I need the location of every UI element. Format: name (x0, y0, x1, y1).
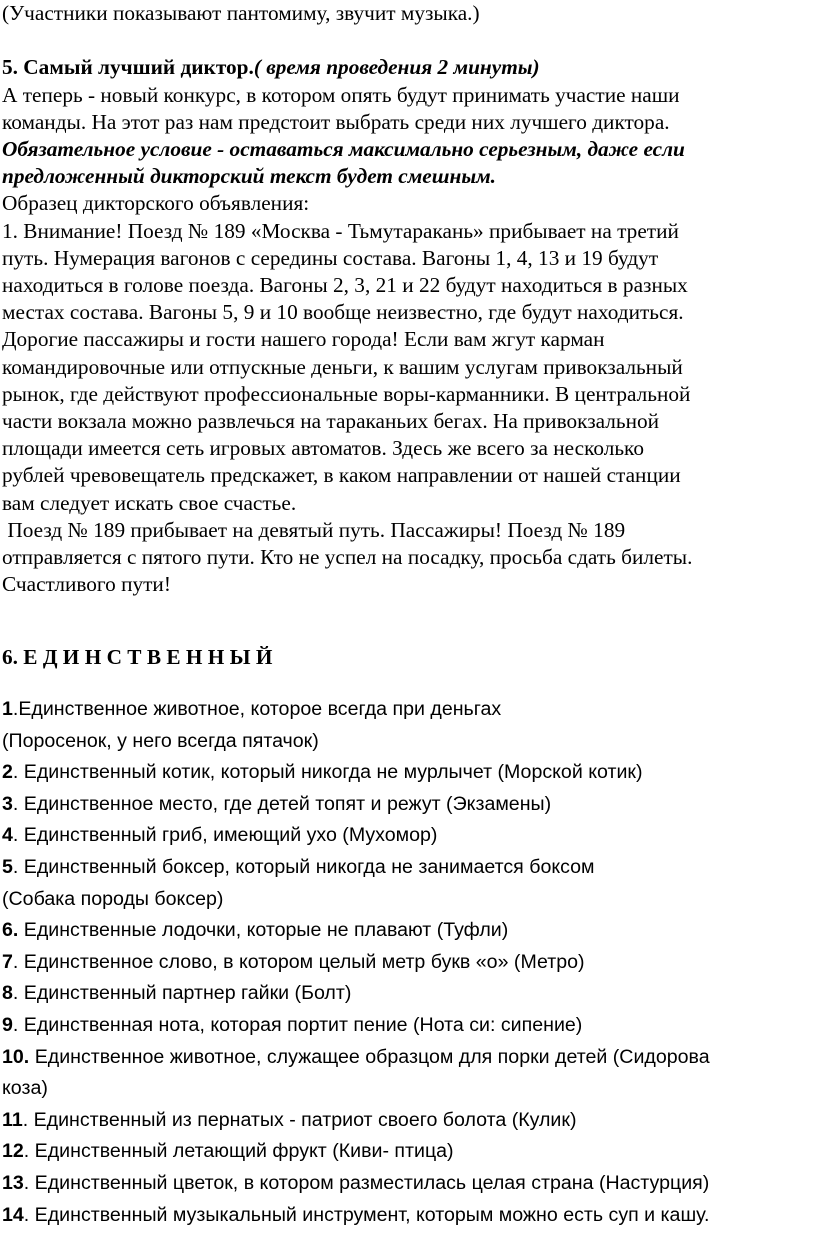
riddle-item (2, 757, 710, 789)
riddle-number: 10. (2, 1045, 30, 1068)
announcement-line: командировочные или отпускные деньги, к вашим услугам привокзальный (2, 354, 683, 379)
announcement-line: площади имеется сеть игровых автоматов. Здесь же всего за несколько (2, 436, 644, 461)
announcement-line: находиться в голове поезда. Вагоны 2, 3, 21 и 22 будут находиться в разных (2, 273, 688, 298)
contest-5-title: 5. Самый лучший диктор. (2, 55, 254, 80)
riddle-text: . Единственный из пернатых - патриот своего болота (Кулик) (22, 1108, 577, 1131)
riddle-text: . Единственный летающий фрукт (Киви- птица) (23, 1140, 454, 1163)
riddle-item (2, 884, 710, 916)
riddle-number: 8 (2, 982, 13, 1005)
announcement-line: Счастливого пути! (2, 572, 171, 597)
announcement-line: путь. Нумерация вагонов с середины состава. Вагоны 1, 4, 13 и 19 будут (2, 245, 659, 270)
blank-line (2, 27, 692, 54)
riddle-number: 5 (2, 855, 13, 878)
riddle-number: 1 (2, 698, 13, 720)
riddle-text: (Поросенок, у него всегда пятачок) (2, 729, 319, 752)
riddle-number: 11 (2, 1108, 23, 1131)
riddle-item (2, 1073, 710, 1105)
riddle-text: (Собака породы боксер) (2, 887, 224, 910)
condition-line: Обязательное условие - оставаться максимально серьезным, даже если (2, 137, 685, 161)
riddle-item (2, 1105, 710, 1137)
riddle-text: Единственные лодочки, которые не плавают (Туфли) (18, 919, 509, 942)
riddle-text: . Единственный цветок, в котором разместилась целая страна (Настурция) (23, 1171, 710, 1194)
announcement-line: 1. Внимание! Поезд № 189 «Москва - Тьмутаракань» прибывает на третий (2, 218, 679, 243)
announcement-line: Поезд № 189 прибывает на девятый путь. Пассажиры! Поезд № 189 (2, 517, 626, 542)
stage-note: (Участники показывают пантомиму, звучит музыка.) (2, 1, 480, 25)
riddle-item (2, 978, 710, 1010)
riddle-text: . Единственное место, где детей топят и режут (Экзамены) (12, 792, 552, 815)
contest-5-duration: ( время проведения 2 минуты) (253, 55, 540, 80)
riddle-text: . Единственный музыкальный инструмент, которым можно есть суп и кашу. (23, 1203, 710, 1226)
riddle-number: 6. (2, 919, 19, 942)
paragraph-line: команды. На этот раз нам предстоит выбрать среди них лучшего диктора. (2, 109, 670, 134)
riddle-text: . Единственная нота, которая портит пение (Нота си: сипение) (12, 1013, 583, 1036)
contest-6-heading: 6. Е Д И Н С Т В Е Н Н Ы Й (2, 645, 273, 669)
riddle-text: Единственное животное, служащее образцом для порки детей (Сидорова (29, 1045, 710, 1068)
riddle-text: . Единственный гриб, имеющий ухо (Мухомор) (12, 824, 438, 847)
riddle-item (2, 1042, 710, 1074)
riddle-number: 14 (2, 1203, 24, 1226)
riddle-text: коза) (2, 1077, 48, 1100)
riddle-number: 9 (2, 1013, 13, 1036)
riddle-number: 12 (2, 1140, 24, 1163)
riddle-text: . Единственный боксер, который никогда не занимается боксом (12, 855, 595, 878)
riddle-item (2, 694, 710, 726)
riddle-number: 2 (2, 761, 13, 784)
riddle-item (2, 1200, 710, 1232)
riddle-text: .Единственное животное, которое всегда при деньгах (12, 698, 502, 720)
announcement-line: Дорогие пассажиры и гости нашего города! Если вам жгут карман (2, 327, 605, 352)
riddle-item (2, 726, 710, 758)
riddle-number: 4 (2, 824, 13, 847)
section-contest-5 (2, 0, 692, 598)
announcement-line: части вокзала можно развлечься на тараканьих бегах. На привокзальной (2, 409, 660, 434)
announcement-line: вам следует искать свое счастье. (2, 490, 297, 515)
condition-line: предложенный дикторский текст будет смешным. (2, 164, 497, 189)
riddle-number: 7 (2, 950, 13, 973)
riddle-text: . Единственный партнер гайки (Болт) (12, 982, 352, 1005)
announcement-line: отправляется с пятого пути. Кто не успел на посадку, просьба сдать билеты. (2, 545, 693, 570)
riddle-item (2, 1136, 710, 1168)
riddle-text: . Единственный котик, который никогда не мурлычет (Морской котик) (12, 761, 643, 784)
contest-5-heading (2, 54, 692, 81)
section-contest-6-heading (2, 644, 272, 671)
riddle-number: 3 (2, 792, 13, 815)
riddle-item (2, 915, 710, 947)
announcement-line: местах состава. Вагоны 5, 9 и 10 вообще неизвестно, где будут находиться. (2, 300, 684, 325)
riddle-item (2, 1010, 710, 1042)
riddle-item (2, 1168, 710, 1200)
riddle-number: 13 (2, 1171, 24, 1194)
riddle-item (2, 820, 710, 852)
sample-label: Образец дикторского объявления: (2, 191, 310, 216)
announcement-line: рублей чревовещатель предскажет, в каком направлении от нашей станции (2, 463, 681, 488)
riddle-item (2, 947, 710, 979)
riddle-list (2, 694, 710, 1231)
riddle-item (2, 789, 710, 821)
paragraph-line: А теперь - новый конкурс, в котором опять будут принимать участие наши (2, 82, 680, 107)
riddle-text: . Единственное слово, в котором целый метр букв «о» (Метро) (12, 950, 585, 973)
riddle-item (2, 852, 710, 884)
announcement-line: рынок, где действуют профессиональные воры-карманники. В центральной (2, 381, 691, 406)
